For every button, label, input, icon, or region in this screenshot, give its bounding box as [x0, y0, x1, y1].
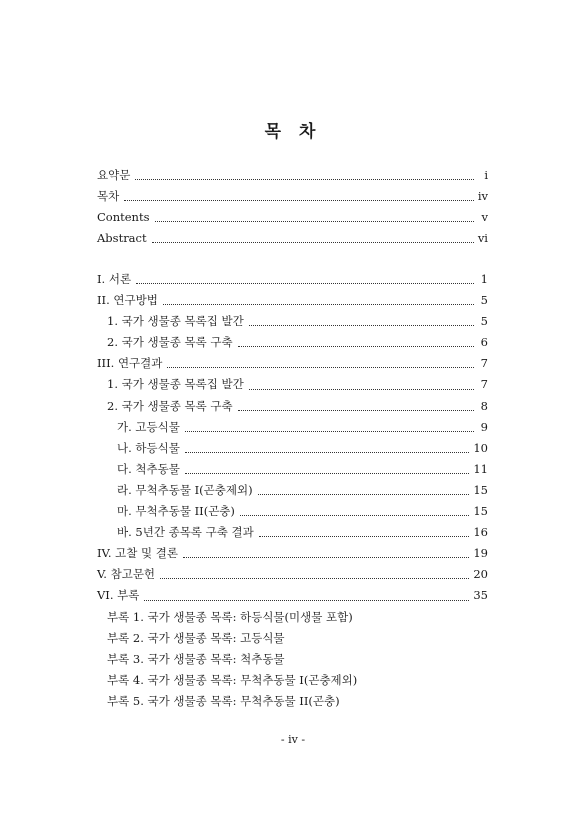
- toc-entry[interactable]: [97, 311, 488, 332]
- toc-front-matter: [97, 165, 488, 249]
- dot-leader: [155, 221, 475, 222]
- dot-leader: [185, 473, 470, 474]
- toc-entry-page: 6: [480, 335, 488, 350]
- dot-leader: [238, 346, 474, 347]
- toc-entry-page: iv: [477, 189, 488, 204]
- toc-entry-page: 19: [473, 546, 488, 561]
- dot-leader: [185, 431, 474, 432]
- appendix-entry-label: 부록 3. 국가 생물종 목록: 척추동물: [107, 651, 285, 666]
- toc-entry-label: III. 연구결과: [97, 356, 163, 371]
- toc-entry-label: IV. 고찰 및 결론: [97, 546, 179, 561]
- toc-entry-label: Abstract: [97, 231, 147, 246]
- toc-entry[interactable]: [97, 290, 488, 311]
- toc-entry-label: 가. 고등식물: [117, 419, 180, 434]
- toc-entry-label: 1. 국가 생물종 목록집 발간: [107, 377, 244, 392]
- toc-entry[interactable]: [97, 269, 488, 290]
- toc-entry-page: vi: [477, 231, 488, 246]
- toc-entry[interactable]: [97, 480, 488, 501]
- toc-entry[interactable]: [97, 564, 488, 585]
- appendix-entry-label: 부록 4. 국가 생물종 목록: 무척추동물 I(곤충제외): [107, 672, 358, 687]
- toc-entry-page: 1: [480, 272, 488, 286]
- dot-leader: [240, 515, 469, 516]
- dot-leader: [152, 242, 474, 243]
- toc-entry-label: Contents: [97, 210, 150, 225]
- toc-entry-label: 다. 척추동물: [117, 461, 180, 476]
- toc-entry-label: 1. 국가 생물종 목록집 발간: [107, 314, 244, 329]
- toc-entry-label: V. 참고문헌: [97, 567, 156, 582]
- toc-entry-label: 2. 국가 생물종 목록 구축: [107, 335, 233, 350]
- toc-entry-page: 5: [480, 314, 488, 329]
- toc-entry-label: 나. 하등식물: [117, 440, 180, 455]
- toc-entry-page: 20: [473, 567, 488, 582]
- dot-leader: [258, 494, 470, 495]
- toc-entry-label: 요약문: [97, 168, 131, 182]
- dot-leader: [163, 304, 474, 305]
- toc-entry-page: 15: [473, 504, 488, 519]
- toc-entry-page: 35: [473, 588, 488, 603]
- page-number-footer: - iv -: [280, 733, 306, 746]
- dot-leader: [183, 557, 469, 558]
- dot-leader: [136, 283, 474, 284]
- dot-leader: [185, 452, 470, 453]
- appendix-entry[interactable]: [97, 649, 488, 670]
- toc-entry-label: II. 연구방법: [97, 293, 158, 308]
- toc-entry[interactable]: [97, 374, 488, 395]
- toc-entry-page: 10: [473, 440, 488, 455]
- page-title: 목 차: [264, 122, 322, 142]
- toc-entry[interactable]: [97, 228, 488, 249]
- dot-leader: [249, 389, 474, 390]
- dot-leader: [167, 367, 474, 368]
- toc-entry[interactable]: [97, 353, 488, 374]
- dot-leader: [144, 600, 469, 601]
- toc-entry-page: 9: [480, 419, 488, 434]
- toc-entry[interactable]: [97, 207, 488, 228]
- appendix-entry[interactable]: [97, 691, 488, 712]
- toc-entry-label: I. 서론: [97, 272, 132, 286]
- toc-entry[interactable]: [97, 165, 488, 186]
- appendix-entry[interactable]: [97, 607, 488, 628]
- dot-leader: [249, 325, 474, 326]
- toc-entry-label: 목차: [97, 189, 120, 204]
- appendix-entry-label: 부록 1. 국가 생물종 목록: 하등식물(미생물 포함): [107, 609, 353, 624]
- toc-entry[interactable]: [97, 396, 488, 417]
- toc-entry[interactable]: [97, 186, 488, 207]
- toc-entry-page: v: [481, 210, 488, 225]
- toc-entry-label: 마. 무척추동물 II(곤충): [117, 504, 235, 519]
- toc-entry[interactable]: [97, 459, 488, 480]
- toc-entry[interactable]: [97, 417, 488, 438]
- appendix-entry[interactable]: [97, 670, 488, 691]
- appendix-entry-label: 부록 2. 국가 생물종 목록: 고등식물: [107, 630, 285, 645]
- toc-entry-page: 5: [480, 293, 488, 308]
- dot-leader: [135, 179, 474, 180]
- toc-entry-page: 16: [473, 525, 488, 540]
- toc-entry[interactable]: [97, 543, 488, 564]
- toc-entry[interactable]: [97, 332, 488, 353]
- toc-entry-page: 15: [473, 482, 488, 497]
- toc-entry[interactable]: [97, 585, 488, 606]
- toc-entry-page: 7: [480, 356, 488, 371]
- appendix-entry[interactable]: [97, 628, 488, 649]
- toc-entry[interactable]: [97, 501, 488, 522]
- toc-entry[interactable]: [97, 438, 488, 459]
- dot-leader: [124, 200, 474, 201]
- toc-entry-label: 바. 5년간 종목록 구축 결과: [117, 525, 254, 540]
- toc-entry[interactable]: [97, 522, 488, 543]
- toc-entry-page: 8: [480, 398, 488, 413]
- toc-entry-page: i: [484, 168, 488, 182]
- appendix-entry-label: 부록 5. 국가 생물종 목록: 무척추동물 II(곤충): [107, 693, 340, 708]
- dot-leader: [259, 536, 470, 537]
- toc-entry-page: 11: [473, 461, 488, 476]
- toc-entry-label: VI. 부록: [97, 588, 140, 603]
- toc-body: [97, 269, 488, 712]
- dot-leader: [238, 410, 474, 411]
- toc-entry-label: 라. 무척추동물 I(곤충제외): [117, 482, 253, 497]
- dot-leader: [160, 578, 469, 579]
- toc-entry-label: 2. 국가 생물종 목록 구축: [107, 398, 233, 413]
- toc-entry-page: 7: [480, 377, 488, 392]
